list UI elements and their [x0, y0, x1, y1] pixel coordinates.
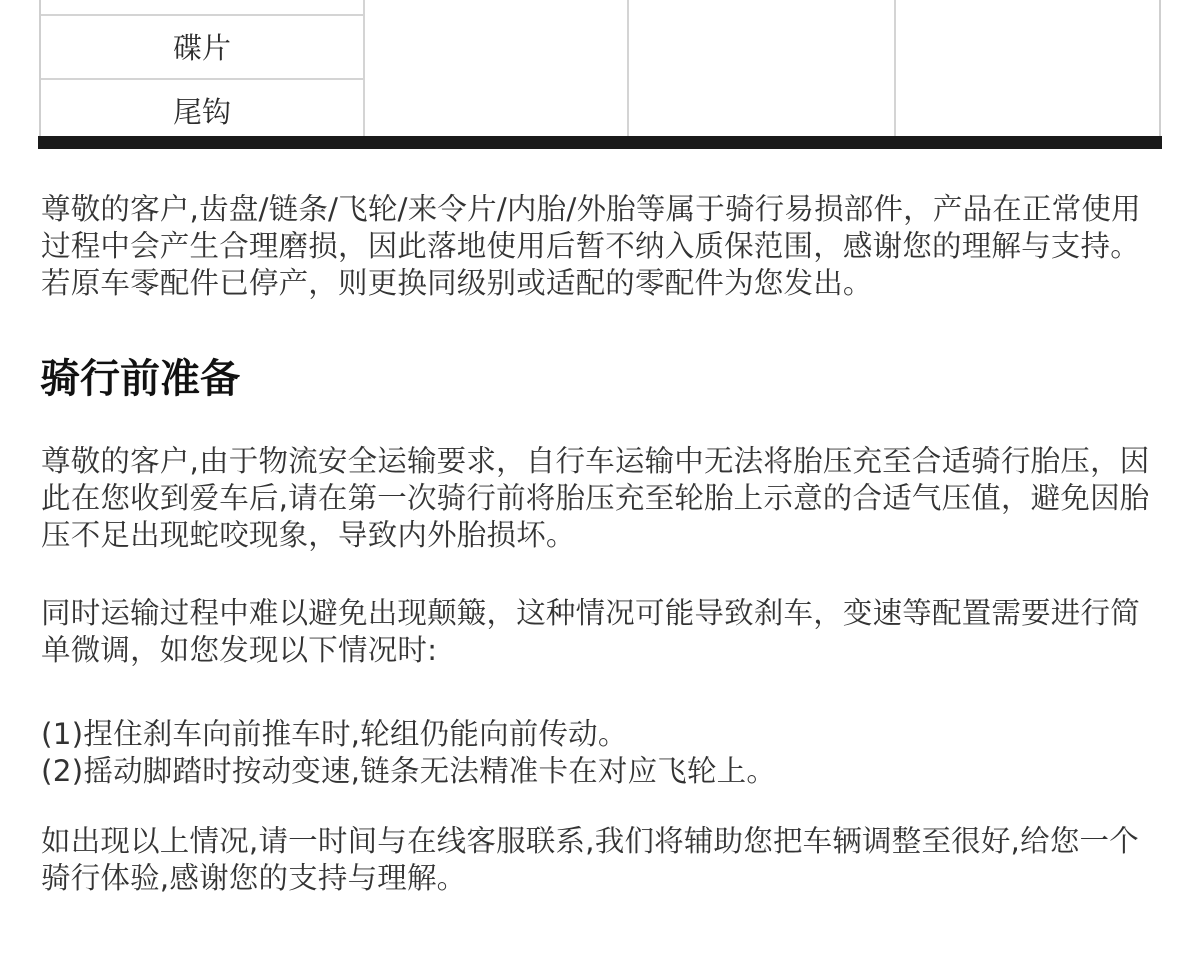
spec-table [39, 0, 1161, 137]
section-title: 骑行前准备 [40, 356, 240, 402]
table-row-divider [41, 14, 365, 16]
prep-paragraph-3: 如出现以上情况,请一时间与在线客服联系,我们将辅助您把车辆调整至很好,给您一个骑行体验,感谢您的支持与理解。 [41, 824, 1139, 895]
table-bottom-rule [38, 136, 1162, 149]
table-cell: 碟片 [172, 31, 231, 65]
prep-list-item-1: (1)捏住刹车向前推车时,轮组仍能向前传动。 [41, 717, 628, 751]
table-cell: 尾钩 [172, 95, 231, 129]
table-column-divider [363, 0, 365, 137]
table-row-divider [41, 78, 365, 80]
prep-list-item-2: (2)摇动脚踏时按动变速,链条无法精准卡在对应飞轮上。 [41, 754, 777, 788]
prep-paragraph-1: 尊敬的客户,由于物流安全运输要求，自行车运输中无法将胎压充至合适骑行胎压，因此在您收到爱车后,请在第一次骑行前将胎压充至轮胎上示意的合适气压值，避免因胎压不足出现蛇咬现象，导致内外胎损坏。 [41, 444, 1150, 552]
table-column-divider [627, 0, 629, 137]
warranty-notice: 尊敬的客户,齿盘/链条/飞轮/来令片/内胎/外胎等属于骑行易损部件，产品在正常使用过程中会产生合理磨损，因此落地使用后暂不纳入质保范围，感谢您的理解与支持。若原车零配件已停产，则更换同级别或适配的零配件为您发出。 [41, 192, 1141, 300]
table-column-divider [894, 0, 896, 137]
prep-paragraph-2: 同时运输过程中难以避免出现颠簸，这种情况可能导致刹车，变速等配置需要进行简单微调，如您发现以下情况时: [41, 596, 1140, 667]
